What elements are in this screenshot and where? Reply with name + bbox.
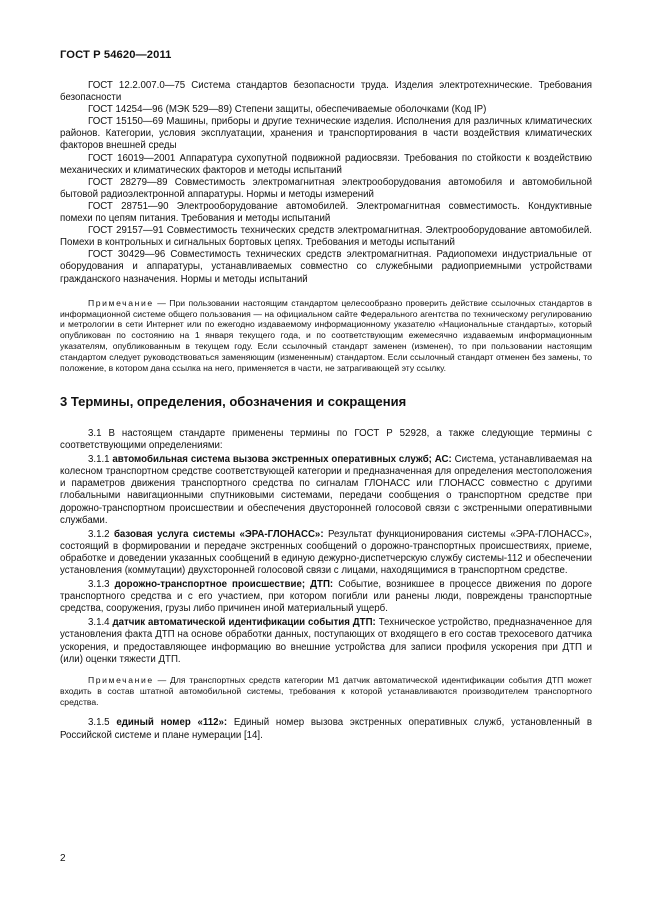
term-name: дорожно-транспортное происшествие; ДТП:: [114, 579, 334, 591]
reference-item: ГОСТ 28751—90 Электрооборудование автомобилей. Электромагнитная совместимость. Кондуктивные помехи по цепям питания. Требования и методы испытаний: [60, 200, 592, 225]
note-text: — Для транспортных средств категории М1 датчик автоматической идентификации события ДТП может входить в состав штатной автомобильной системы, требования к которой устанавливаются производителем транспортного средства.: [60, 674, 592, 707]
term-definition: Событие, возникшее в процессе движения по дороге транспортного средства и с его участием, при котором погибли или ранены люди, повреждены транспортные средства, сооружения, грузы либо причинен иной материальный ущерб.: [60, 579, 592, 615]
term-number: 3.1.4: [88, 617, 110, 629]
section-title: 3 Термины, определения, обозначения и сокращения: [60, 393, 407, 409]
term-name: датчик автоматической идентификации события ДТП:: [112, 617, 376, 629]
term-definition: Единый номер вызова экстренных оперативных служб, установленный в Российской системе и плане нумерации [14].: [60, 717, 592, 741]
term-name: автомобильная система вызова экстренных оперативных служб; АС:: [112, 454, 452, 466]
reference-item: ГОСТ 14254—96 (МЭК 529—89) Степени защиты, обеспечиваемые оболочками (Код IP): [88, 104, 487, 116]
term-entry: [60, 529, 592, 577]
page-content: [60, 80, 592, 742]
document-header: ГОСТ Р 54620—2011: [60, 49, 172, 61]
reference-item: ГОСТ 29157—91 Совместимость технических средств электромагнитная. Электрооборудование автомобилей. Помехи в контрольных и сигнальных бортовых цепях. Требования и методы испытаний: [60, 225, 592, 249]
references-note: [60, 298, 592, 374]
term-definition: Техническое устройство, предназначенное для установления факта ДТП на основе обработки данных, поступающих от входящего в его состав трехосевого датчика ускорения, и предоставляющее информацию во внешние устройства для записи профиля ускорения при ДТП и (или) оценки тяжести ДТП.: [60, 617, 593, 665]
reference-item: ГОСТ 12.2.007.0—75 Система стандартов безопасности труда. Изделия электротехнические. Требования безопасности: [60, 80, 592, 104]
normative-references-list: [60, 80, 592, 286]
reference-item: ГОСТ 30429—96 Совместимость технических средств электромагнитная. Радиопомехи индустриальные от оборудования и аппаратуры, устанавливаемых совместно со служебными радиоприемными устройствами гражданского назначения. Нормы и методы испытаний: [60, 249, 592, 285]
term-name: единый номер «112»:: [116, 717, 228, 729]
reference-item: ГОСТ 15150—69 Машины, приборы и другие технические изделия. Исполнения для различных климатических районов. Категории, условия эксплуатации, хранения и транспортирования в части воздействия климатических факторов внешней среды: [60, 116, 592, 152]
section-intro: 3.1 В настоящем стандарте применены термины по ГОСТ Р 52928, а также следующие термины с соответствующими определениями:: [60, 427, 592, 452]
term-number: 3.1.3: [88, 579, 110, 591]
note-text: — При пользовании настоящим стандартом целесообразно проверить действие ссылочных стандартов в информационной системе общего пользования — на официальном сайте Федерального агентства по техническому регулированию и метрологии в сети Интернет или по ежегодно издаваемому информационному указателю «Национальные стандарты», который опубликован по состоянию на 1 января текущего года, и по соответствующим ежемесячно издаваемым информационным указателям, опубликованным в текущем году. Если ссылочный стандарт заменен (изменен), то при пользовании настоящим стандартом следует руководствоваться заменяющим (измененным) стандартом. Если ссылочный стандарт отменен без замены, то положение, в котором дана ссылка на него, применяется в части, не затрагивающей эту ссылку.: [60, 297, 593, 374]
term-entry: [60, 617, 592, 665]
term-name: базовая услуга системы «ЭРА-ГЛОНАСС»:: [113, 528, 324, 540]
term-number: 3.1.1: [88, 454, 110, 466]
term-definition: Результат функционирования системы «ЭРА-ГЛОНАСС», состоящий в формировании и передаче экстренных сообщений о дорожно-транспортных происшествиях, приеме, обработке и доведении указанных сообщений в единую дежурно-диспетчерскую службу системы-112 и обеспечении установления (коммутации) двухсторонней голосовой связи с лицами, находящимися в транспортном средстве.: [60, 528, 592, 576]
term-note: [60, 675, 592, 708]
term-number: 3.1.2: [88, 528, 110, 540]
reference-item: ГОСТ 16019—2001 Аппаратура сухопутной подвижной радиосвязи. Требования по стойкости к воздействию механических и климатических факторов и методы испытаний: [60, 152, 592, 176]
term-definition: Система, устанавливаемая на колесном транспортном средстве соответствующей категории и предназначенная для определения местоположения и параметров движения транспортного средства по сигналам ГЛОНАСС или ГЛОНАСС совместно с другими глобальными навигационными спутниковыми системами, передачи сообщения о транспортном средстве при дорожно-транспортном происшествии и обеспечения двусторонней голосовой связи с экстренными оперативными службами.: [60, 454, 592, 526]
term-entry: [60, 579, 592, 615]
term-entry: [60, 454, 592, 527]
term-number: 3.1.5: [88, 717, 110, 729]
note-label: Примечание: [88, 674, 154, 685]
note-label: Примечание: [88, 297, 154, 308]
reference-item: ГОСТ 28279—89 Совместимость электромагнитная электрооборудования автомобиля и автомобильной бытовой радиоэлектронной аппаратуры. Нормы и методы измерений: [60, 176, 592, 200]
page-number: 2: [60, 853, 66, 864]
term-entry: [60, 717, 592, 741]
